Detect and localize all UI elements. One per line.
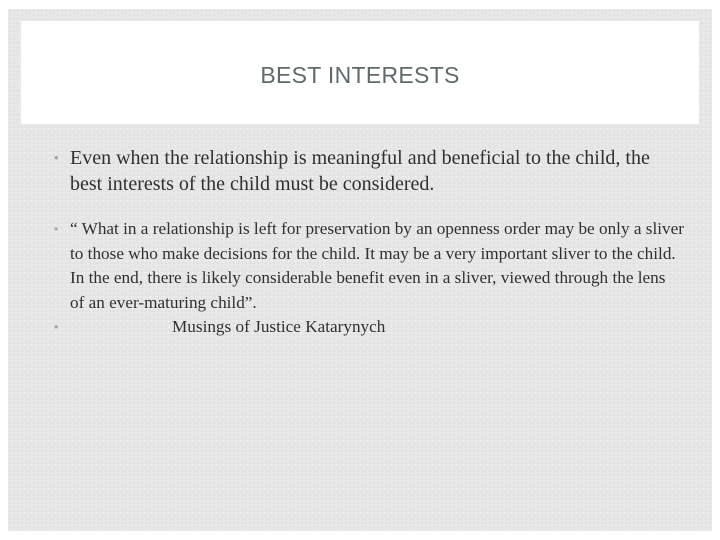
bullet-item-attribution <box>54 315 684 340</box>
bullet-text: Even when the relationship is meaningful and beneficial to the child, the best interests of the child must be considered. <box>70 147 650 195</box>
bullet-marker: • <box>54 222 59 236</box>
bullet-item-quote <box>54 217 684 315</box>
slide-content <box>54 145 684 340</box>
bullet-item <box>54 145 684 197</box>
bullet-marker: • <box>54 320 59 334</box>
quote-text: “ What in a relationship is left for preservation by an openness order may be only a sliver to those who make decisions for the child. It may be a very important sliver to the child. In the end, there is likely considerable benefit even in a sliver, viewed through the lens of an ever-maturing child”. <box>70 219 684 312</box>
title-box <box>21 21 699 124</box>
slide-title: BEST INTERESTS <box>260 62 460 88</box>
bullet-marker: • <box>54 150 59 165</box>
attribution-text: Musings of Justice Katarynych <box>172 317 386 336</box>
